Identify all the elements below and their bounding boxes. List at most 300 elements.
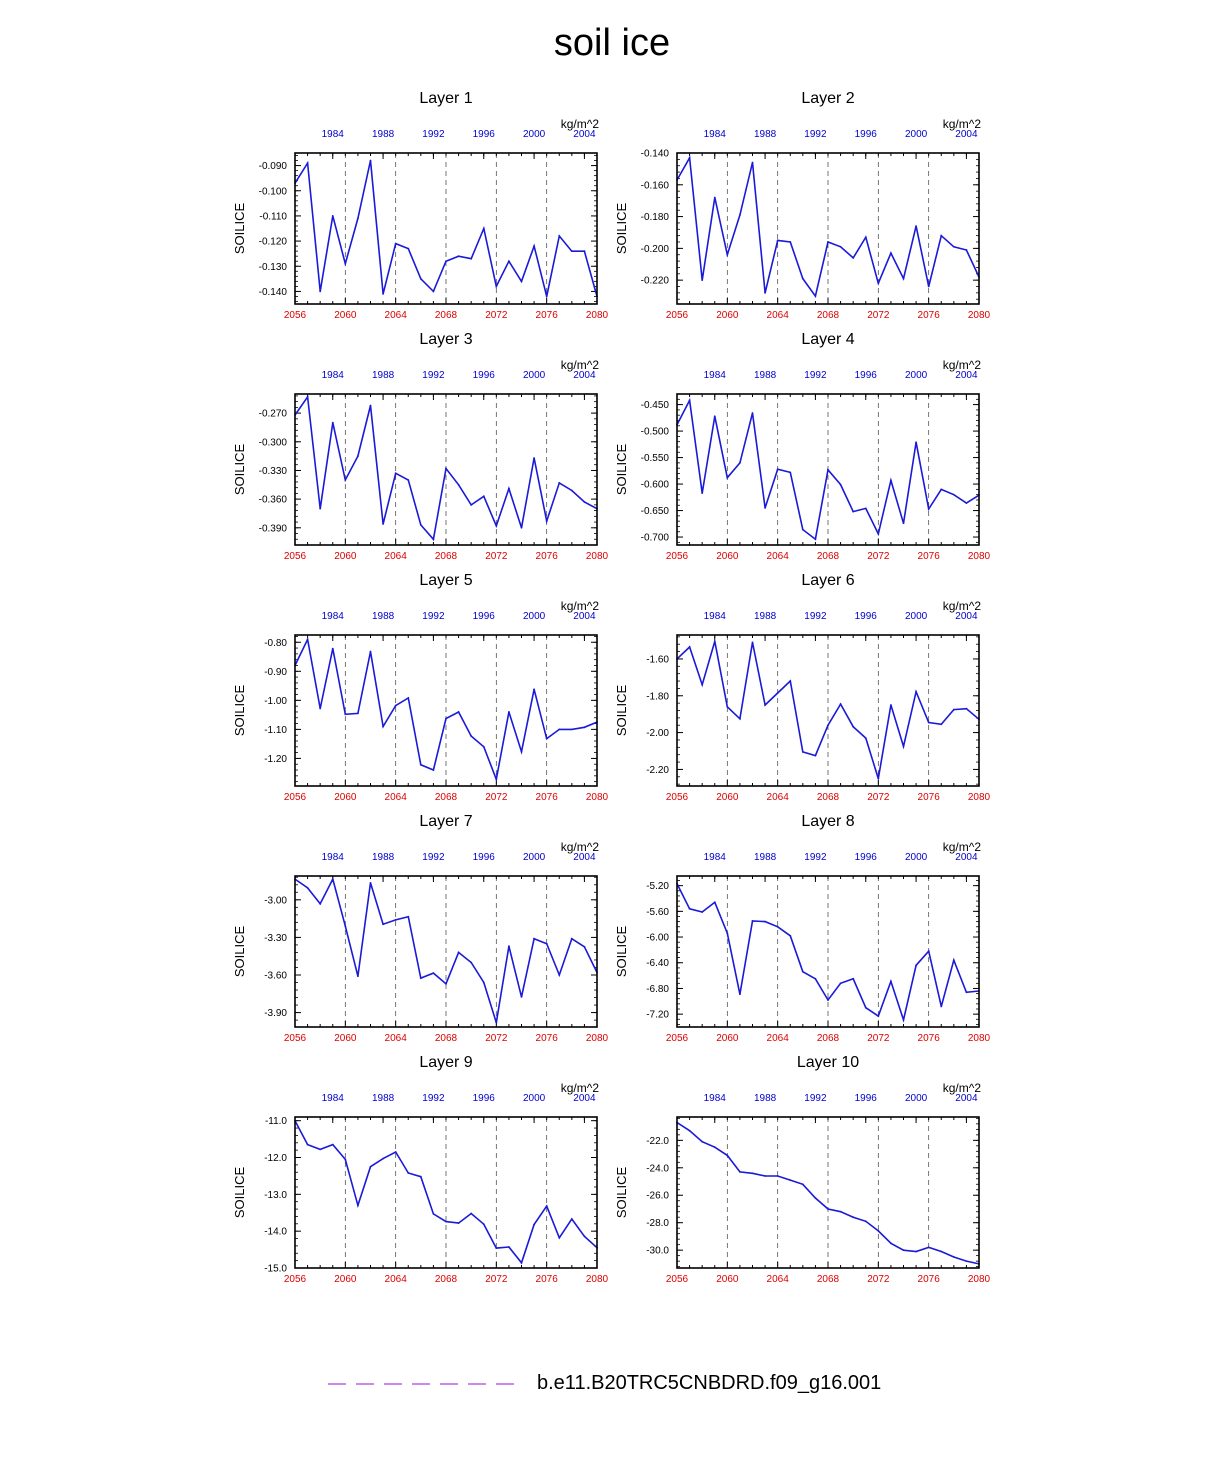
top-tick-label: 2004 — [573, 852, 596, 863]
data-point — [827, 724, 829, 726]
data-point — [420, 977, 422, 979]
data-point — [483, 228, 485, 230]
data-point — [357, 455, 359, 457]
top-tick-label: 1996 — [854, 1093, 877, 1104]
y-tick-label: -0.330 — [258, 465, 287, 477]
data-point — [714, 1146, 716, 1148]
data-point — [584, 501, 586, 503]
data-point — [915, 691, 917, 693]
x-tick-label: 2064 — [766, 551, 789, 562]
data-point — [840, 1211, 842, 1213]
x-tick-label: 2068 — [816, 551, 840, 562]
data-point — [789, 1179, 791, 1181]
data-point — [357, 1204, 359, 1206]
data-point — [789, 935, 791, 937]
top-tick-label: 2000 — [522, 611, 546, 622]
x-tick-label: 2056 — [665, 1274, 689, 1285]
data-point — [764, 507, 766, 509]
chart-title: Layer 6 — [801, 572, 855, 589]
chart-layer-6 — [614, 572, 991, 803]
data-point — [865, 1220, 867, 1222]
data-point — [789, 241, 791, 243]
data-point — [953, 1256, 955, 1258]
data-point — [877, 282, 879, 284]
data-point — [307, 887, 309, 889]
top-tick-label: 1984 — [703, 1093, 726, 1104]
x-tick-label: 2072 — [485, 792, 508, 803]
data-point — [752, 1172, 754, 1174]
y-tick-label: -0.120 — [258, 236, 287, 248]
top-tick-label: 2000 — [522, 1093, 546, 1104]
top-tick-label: 1984 — [321, 1093, 344, 1104]
x-tick-label: 2060 — [716, 551, 739, 562]
y-axis-label: SOILICE — [614, 202, 629, 255]
chart-title: Layer 3 — [419, 331, 473, 348]
data-point — [420, 524, 422, 526]
data-point — [546, 520, 548, 522]
data-point — [521, 996, 523, 998]
data-point — [558, 728, 560, 730]
top-tick-label: 1996 — [472, 852, 495, 863]
y-tick-label: -14.0 — [264, 1226, 287, 1238]
y-tick-label: -1.20 — [264, 753, 287, 765]
data-point — [495, 1022, 497, 1024]
x-tick-label: 2064 — [384, 1274, 407, 1285]
y-tick-label: -1.60 — [646, 654, 669, 666]
x-tick-label: 2080 — [585, 551, 609, 562]
data-point — [584, 946, 586, 948]
y-tick-label: -22.0 — [646, 1135, 669, 1147]
data-point — [370, 651, 372, 653]
top-tick-label: 1992 — [804, 1093, 827, 1104]
data-point — [726, 254, 728, 256]
x-tick-label: 2060 — [334, 551, 357, 562]
top-tick-label: 1992 — [422, 611, 445, 622]
units-label: kg/m^2 — [942, 599, 981, 613]
chart-title: Layer 5 — [419, 572, 473, 589]
data-point — [382, 523, 384, 525]
data-point — [953, 494, 955, 496]
data-point — [777, 468, 779, 470]
x-tick-label: 2068 — [816, 792, 840, 803]
y-axis-label: SOILICE — [232, 1166, 247, 1219]
y-tick-label: -13.0 — [264, 1189, 287, 1201]
y-tick-label: -6.80 — [646, 983, 669, 995]
x-tick-label: 2072 — [867, 1033, 890, 1044]
data-point — [508, 945, 510, 947]
x-tick-label: 2064 — [766, 310, 789, 321]
x-tick-label: 2068 — [434, 1274, 458, 1285]
data-point — [370, 1166, 372, 1168]
y-tick-label: -1.10 — [264, 724, 287, 736]
y-tick-label: -15.0 — [264, 1263, 287, 1275]
data-point — [319, 1149, 321, 1151]
data-point — [470, 962, 472, 964]
data-point — [420, 1176, 422, 1178]
data-point — [777, 240, 779, 242]
data-point — [940, 1251, 942, 1253]
data-point — [752, 162, 754, 164]
x-tick-label: 2076 — [917, 792, 940, 803]
data-point — [890, 980, 892, 982]
top-tick-label: 1988 — [753, 1093, 777, 1104]
y-axis-label: SOILICE — [614, 684, 629, 737]
data-point — [495, 1247, 497, 1249]
data-point — [865, 508, 867, 510]
y-tick-label: -5.60 — [646, 906, 669, 918]
y-tick-label: -1.80 — [646, 691, 669, 703]
data-point — [332, 878, 334, 880]
data-point — [890, 252, 892, 254]
chart-title: Layer 10 — [796, 1054, 860, 1071]
data-point — [332, 1144, 334, 1146]
data-point — [420, 278, 422, 280]
data-point — [344, 479, 346, 481]
y-axis-label: SOILICE — [232, 443, 247, 496]
y-tick-label: -0.500 — [640, 426, 669, 438]
data-point — [940, 235, 942, 237]
data-point — [319, 903, 321, 905]
x-tick-label: 2076 — [917, 310, 940, 321]
data-point — [458, 255, 460, 257]
data-point — [903, 746, 905, 748]
data-point — [815, 295, 817, 297]
data-point — [802, 751, 804, 753]
data-point — [445, 1221, 447, 1223]
data-point — [815, 755, 817, 757]
y-tick-label: -2.20 — [646, 764, 669, 776]
top-tick-label: 1992 — [422, 852, 445, 863]
top-tick-label: 1988 — [371, 611, 395, 622]
data-point — [344, 713, 346, 715]
units-label: kg/m^2 — [560, 599, 599, 613]
data-point — [458, 711, 460, 713]
data-point — [714, 197, 716, 199]
data-point — [815, 978, 817, 980]
data-point — [752, 412, 754, 414]
data-point — [815, 1197, 817, 1199]
data-point — [777, 692, 779, 694]
data-point — [433, 1213, 435, 1215]
y-tick-label: -12.0 — [264, 1153, 287, 1165]
data-point — [558, 235, 560, 237]
legend — [0, 1366, 1224, 1406]
data-point — [966, 502, 968, 504]
y-tick-label: -6.40 — [646, 958, 669, 970]
data-point — [789, 472, 791, 474]
data-point — [483, 1223, 485, 1225]
x-tick-label: 2068 — [434, 551, 458, 562]
x-tick-label: 2072 — [485, 310, 508, 321]
data-point — [521, 1262, 523, 1264]
x-tick-label: 2080 — [967, 310, 991, 321]
data-point — [558, 482, 560, 484]
top-tick-label: 2000 — [904, 129, 928, 140]
x-tick-label: 2064 — [384, 551, 407, 562]
data-point — [332, 215, 334, 217]
data-point — [445, 260, 447, 262]
data-point — [407, 916, 409, 918]
data-point — [319, 291, 321, 293]
data-point — [802, 971, 804, 973]
data-point — [508, 711, 510, 713]
y-tick-label: -6.00 — [646, 932, 669, 944]
data-point — [852, 257, 854, 259]
x-tick-label: 2076 — [535, 792, 558, 803]
data-point — [470, 258, 472, 260]
y-axis-label: SOILICE — [614, 925, 629, 978]
data-point — [915, 1251, 917, 1253]
data-point — [852, 726, 854, 728]
data-point — [739, 462, 741, 464]
data-point — [827, 999, 829, 1001]
data-point — [571, 938, 573, 940]
top-tick-label: 1992 — [804, 370, 827, 381]
y-tick-label: -0.600 — [640, 479, 669, 491]
top-tick-label: 2000 — [904, 1093, 928, 1104]
data-point — [777, 926, 779, 928]
top-tick-label: 1996 — [472, 1093, 495, 1104]
data-point — [726, 932, 728, 934]
data-point — [903, 522, 905, 524]
y-tick-label: -26.0 — [646, 1190, 669, 1202]
data-point — [571, 728, 573, 730]
y-tick-label: -0.700 — [640, 532, 669, 544]
x-tick-label: 2076 — [917, 1033, 940, 1044]
data-point — [395, 919, 397, 921]
top-tick-label: 1996 — [854, 370, 877, 381]
data-point — [357, 975, 359, 977]
data-point — [344, 1158, 346, 1160]
data-point — [701, 684, 703, 686]
data-point — [357, 218, 359, 220]
x-tick-label: 2060 — [716, 310, 739, 321]
data-point — [433, 291, 435, 293]
chart-layer-1 — [232, 90, 609, 321]
x-tick-label: 2076 — [535, 1033, 558, 1044]
data-point — [584, 1235, 586, 1237]
y-tick-label: -0.360 — [258, 494, 287, 506]
data-point — [966, 991, 968, 993]
data-point — [752, 920, 754, 922]
data-point — [521, 280, 523, 282]
data-point — [701, 911, 703, 913]
x-tick-label: 2080 — [585, 1274, 609, 1285]
data-point — [546, 1205, 548, 1207]
top-tick-label: 2000 — [904, 370, 928, 381]
data-point — [701, 492, 703, 494]
x-tick-label: 2076 — [917, 1274, 940, 1285]
x-tick-label: 2056 — [283, 1033, 307, 1044]
chart-title: Layer 1 — [419, 90, 473, 107]
y-tick-label: -0.100 — [258, 186, 287, 198]
x-tick-label: 2068 — [434, 792, 458, 803]
data-point — [840, 703, 842, 705]
units-label: kg/m^2 — [942, 358, 981, 372]
y-axis-label: SOILICE — [614, 1166, 629, 1219]
data-point — [714, 901, 716, 903]
data-point — [508, 1246, 510, 1248]
data-point — [571, 250, 573, 252]
data-point — [533, 688, 535, 690]
data-point — [940, 1006, 942, 1008]
units-label: kg/m^2 — [942, 1081, 981, 1095]
x-tick-label: 2080 — [585, 1033, 609, 1044]
data-point — [558, 1237, 560, 1239]
top-tick-label: 1984 — [703, 611, 726, 622]
top-tick-label: 1996 — [854, 852, 877, 863]
y-tick-label: -5.20 — [646, 881, 669, 893]
y-tick-label: -2.00 — [646, 728, 669, 740]
top-tick-label: 2004 — [573, 129, 596, 140]
data-point — [370, 160, 372, 162]
chart-title: Layer 9 — [419, 1054, 473, 1071]
data-point — [726, 706, 728, 708]
top-tick-label: 1988 — [753, 611, 777, 622]
data-point — [395, 243, 397, 245]
x-tick-label: 2080 — [585, 310, 609, 321]
data-point — [357, 713, 359, 715]
data-point — [802, 1183, 804, 1185]
data-point — [890, 704, 892, 706]
y-axis-label: SOILICE — [232, 684, 247, 737]
y-axis-label: SOILICE — [614, 443, 629, 496]
data-point — [739, 993, 741, 995]
data-point — [395, 472, 397, 474]
top-tick-label: 2000 — [522, 370, 546, 381]
x-tick-label: 2056 — [283, 551, 307, 562]
top-tick-label: 1988 — [753, 852, 777, 863]
y-tick-label: -0.300 — [258, 437, 287, 449]
data-point — [890, 1242, 892, 1244]
data-point — [928, 286, 930, 288]
chart-layer-3 — [232, 331, 609, 562]
data-point — [940, 723, 942, 725]
data-point — [701, 1141, 703, 1143]
data-point — [815, 538, 817, 540]
data-point — [726, 477, 728, 479]
y-tick-label: -0.160 — [640, 180, 669, 192]
x-tick-label: 2080 — [967, 1033, 991, 1044]
y-tick-label: -0.200 — [640, 243, 669, 255]
data-point — [470, 504, 472, 506]
data-point — [307, 396, 309, 398]
y-tick-label: -0.80 — [264, 637, 287, 649]
data-point — [546, 738, 548, 740]
data-point — [307, 1144, 309, 1146]
data-point — [953, 246, 955, 248]
y-tick-label: -7.20 — [646, 1009, 669, 1021]
x-tick-label: 2072 — [867, 551, 890, 562]
top-tick-label: 1988 — [371, 1093, 395, 1104]
data-point — [382, 1158, 384, 1160]
data-point — [802, 278, 804, 280]
x-tick-label: 2064 — [766, 1033, 789, 1044]
data-point — [689, 908, 691, 910]
top-tick-label: 1992 — [422, 1093, 445, 1104]
x-tick-label: 2060 — [716, 1274, 739, 1285]
y-axis-label: SOILICE — [232, 925, 247, 978]
top-tick-label: 2004 — [573, 370, 596, 381]
data-point — [852, 1216, 854, 1218]
top-tick-label: 1992 — [804, 611, 827, 622]
data-point — [739, 1171, 741, 1173]
data-point — [877, 1015, 879, 1017]
data-point — [533, 245, 535, 247]
x-tick-label: 2076 — [535, 551, 558, 562]
top-tick-label: 2004 — [573, 1093, 596, 1104]
data-point — [915, 964, 917, 966]
top-tick-label: 1984 — [321, 611, 344, 622]
data-point — [877, 1230, 879, 1232]
data-point — [470, 735, 472, 737]
top-tick-label: 1988 — [753, 129, 777, 140]
x-tick-label: 2056 — [665, 310, 689, 321]
data-point — [521, 751, 523, 753]
x-tick-label: 2080 — [967, 1274, 991, 1285]
data-point — [739, 718, 741, 720]
y-tick-label: -0.390 — [258, 523, 287, 535]
data-point — [890, 479, 892, 481]
top-tick-label: 2000 — [904, 852, 928, 863]
data-point — [726, 1155, 728, 1157]
x-tick-label: 2060 — [716, 1033, 739, 1044]
data-point — [508, 488, 510, 490]
x-tick-label: 2060 — [334, 1274, 357, 1285]
data-point — [966, 1260, 968, 1262]
y-tick-label: -1.00 — [264, 695, 287, 707]
data-point — [714, 641, 716, 643]
top-tick-label: 1988 — [371, 129, 395, 140]
top-tick-label: 1988 — [371, 370, 395, 381]
x-tick-label: 2072 — [485, 551, 508, 562]
chart-layer-7 — [232, 813, 609, 1044]
top-tick-label: 1988 — [371, 852, 395, 863]
data-point — [764, 921, 766, 923]
data-point — [827, 1208, 829, 1210]
data-point — [483, 746, 485, 748]
data-point — [915, 441, 917, 443]
data-point — [928, 508, 930, 510]
top-tick-label: 1984 — [703, 370, 726, 381]
data-point — [483, 495, 485, 497]
y-tick-label: -28.0 — [646, 1218, 669, 1230]
y-tick-label: -0.450 — [640, 400, 669, 412]
units-label: kg/m^2 — [560, 358, 599, 372]
top-tick-label: 1984 — [703, 852, 726, 863]
units-label: kg/m^2 — [560, 1081, 599, 1095]
chart-title: Layer 4 — [801, 331, 855, 348]
top-tick-label: 1996 — [854, 611, 877, 622]
data-point — [546, 296, 548, 298]
chart-layer-8 — [614, 813, 991, 1044]
x-tick-label: 2064 — [766, 792, 789, 803]
data-point — [319, 708, 321, 710]
data-point — [433, 769, 435, 771]
data-point — [445, 718, 447, 720]
data-point — [584, 250, 586, 252]
data-point — [382, 726, 384, 728]
data-point — [382, 293, 384, 295]
x-tick-label: 2056 — [665, 1033, 689, 1044]
data-point — [495, 525, 497, 527]
y-tick-label: -0.550 — [640, 453, 669, 465]
data-point — [584, 726, 586, 728]
y-tick-label: -30.0 — [646, 1245, 669, 1257]
data-point — [764, 704, 766, 706]
top-tick-label: 1996 — [472, 370, 495, 381]
x-tick-label: 2080 — [967, 551, 991, 562]
